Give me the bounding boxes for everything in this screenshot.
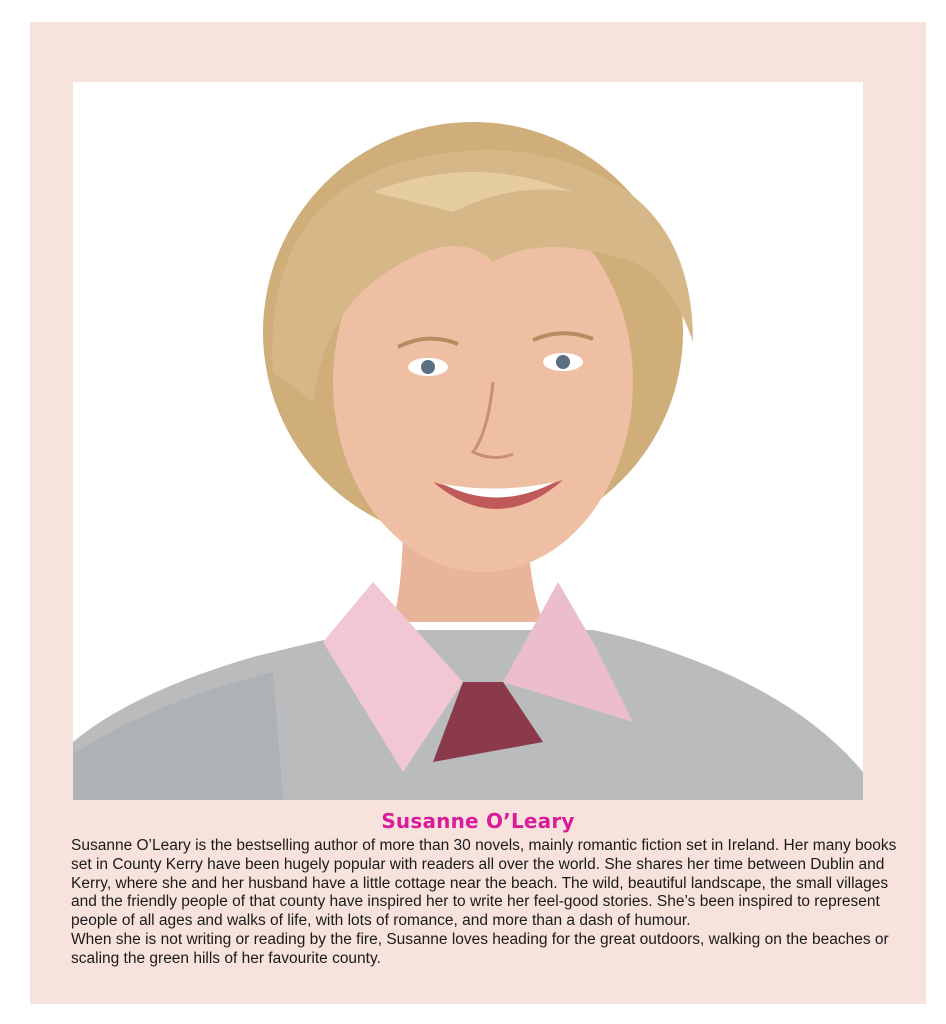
author-name: Susanne O’Leary (381, 809, 575, 833)
bio-paragraph: Susanne O’Leary is the bestselling author of more than 30 novels, mainly romantic fiction set in Ireland. Her many books set in County Kerry have been hugely popular with readers all over the world. She shares her time between Dublin and Kerry, where she and her husband have a little cottage near the beach. The wild, beautiful landscape, the small villages and the friendly people of that county have inspired her to write her feel-good stories. She’s been inspired to represent people of all ages and walks of life, with lots of romance, and more than a dash of humour. (71, 837, 897, 930)
author-photo (73, 82, 863, 800)
author-bio (71, 837, 901, 969)
author-bio-card (30, 22, 926, 1004)
bio-paragraph: When she is not writing or reading by the fire, Susanne loves heading for the great outdoors, walking on the beaches or scaling the green hills of her favourite county. (71, 930, 889, 967)
author-portrait-illustration (73, 82, 863, 800)
